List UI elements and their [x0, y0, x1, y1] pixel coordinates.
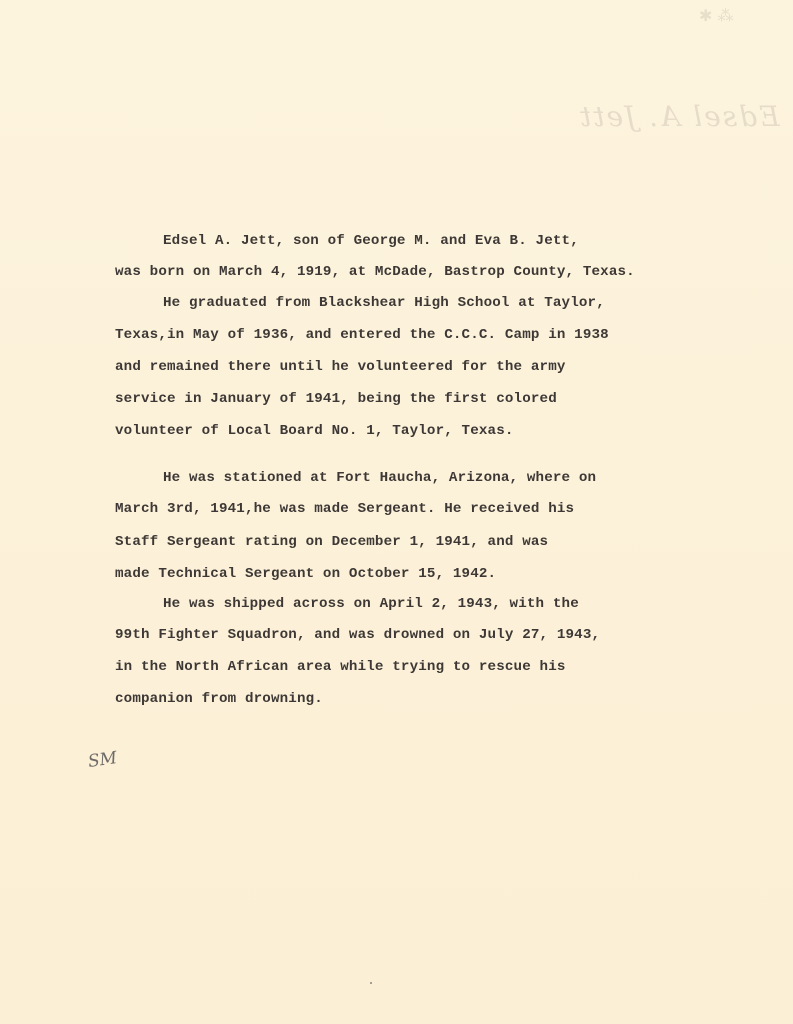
paragraph-2-line-4: service in January of 1941, being the first colored	[115, 391, 557, 407]
paragraph-4-line-2: 99th Fighter Squadron, and was drowned on July 27, 1943,	[115, 627, 601, 643]
paragraph-2-line-5: volunteer of Local Board No. 1, Taylor, Texas.	[115, 423, 514, 439]
paragraph-2-line-1: He graduated from Blackshear High School at Taylor,	[163, 295, 605, 311]
paragraph-4-line-4: companion from drowning.	[115, 691, 323, 707]
paper-speck	[370, 982, 372, 984]
paragraph-2-line-3: and remained there until he volunteered for the army	[115, 359, 566, 375]
paragraph-3-line-3: Staff Sergeant rating on December 1, 1941, and was	[115, 534, 549, 550]
paragraph-3-line-4: made Technical Sergeant on October 15, 1942.	[115, 566, 497, 582]
handwritten-initials: SM	[86, 748, 119, 772]
paragraph-4-line-3: in the North African area while trying to rescue his	[115, 659, 566, 675]
paragraph-4-line-1: He was shipped across on April 2, 1943, with the	[163, 596, 579, 612]
paragraph-1-line-2: was born on March 4, 1919, at McDade, Bastrop County, Texas.	[115, 264, 635, 280]
paragraph-2-line-2: Texas,in May of 1936, and entered the C.C.C. Camp in 1938	[115, 327, 609, 343]
bleed-through-note: Edsel A. Jett	[577, 100, 779, 133]
paragraph-3-line-1: He was stationed at Fort Haucha, Arizona, where on	[163, 470, 597, 486]
paragraph-3-line-2: March 3rd, 1941,he was made Sergeant. He received his	[115, 501, 575, 517]
paragraph-1-line-1: Edsel A. Jett, son of George M. and Eva B. Jett,	[163, 233, 579, 249]
bleed-through-mark: ⁂ ✱	[698, 6, 733, 25]
